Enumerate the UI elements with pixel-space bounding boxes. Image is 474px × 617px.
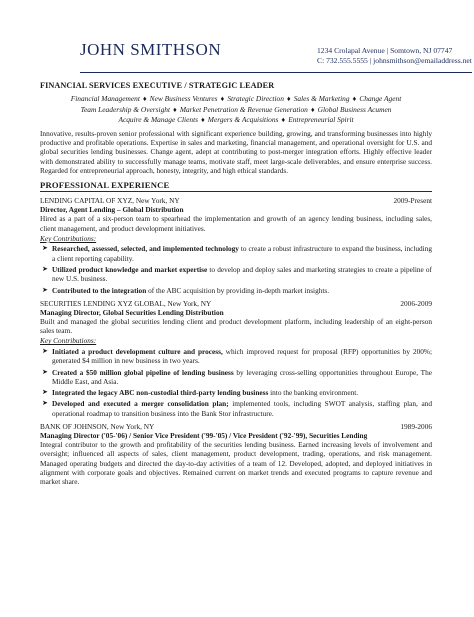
arrow-bullet-icon: ➤ bbox=[42, 399, 48, 408]
job-role: Managing Director, Global Securities Lending Distribution bbox=[40, 307, 224, 317]
contribution-text: to create a robust infrastructure to expand the business, including a client reporting capability. bbox=[52, 244, 432, 263]
job-description: Hired as a part of a six-person team to spearhead the implementation and growth of an agency lending business, including sales, client management, and product development initiatives. bbox=[40, 214, 432, 233]
contribution-item bbox=[40, 244, 432, 263]
skill-item: Mergers & Acquisitions bbox=[207, 115, 279, 125]
contribution-item bbox=[40, 368, 432, 387]
skill-item: Financial Management bbox=[70, 94, 140, 103]
job-header bbox=[40, 196, 432, 205]
arrow-bullet-icon: ➤ bbox=[42, 388, 48, 397]
skill-row bbox=[40, 115, 432, 126]
address: 1234 Crolapal Avenue | Somtown, NJ 07747 bbox=[317, 46, 453, 55]
job-list bbox=[40, 196, 432, 486]
skill-item: Entrepreneurial Spirit bbox=[288, 115, 354, 125]
contribution-item bbox=[40, 399, 432, 418]
profile-summary: Innovative, results-proven senior professional with significant experience building, growing, and transforming businesses into highly productive and profitable operations. Expertise in sales and marketing, financial management, and operational oversight for U.S. and global securities lending businesses. Change agent, adept at contributing to post-merger integration efforts. Highly effective leader with demonstrated ability to successfully manage teams, motivate staff, meet large-scale deliverables, and ensure enterprise success. Regarded for entrepreneurial approach, honesty, integrity, and high ethical standards. bbox=[40, 128, 432, 175]
contribution-lead: Developed and executed a merger consolidation plan; bbox=[52, 399, 229, 409]
skill-item: Change Agent bbox=[359, 94, 402, 103]
diamond-icon: ♦ bbox=[220, 94, 225, 103]
arrow-bullet-icon: ➤ bbox=[42, 367, 48, 376]
job-header bbox=[40, 299, 432, 308]
contribution-text: implemented tools, including SWOT analysis, staffing plan, and operational roadmap to transition business into the Bank Stor infrastructure. bbox=[52, 399, 432, 418]
company-name: LENDING CAPITAL OF XYZ, New York, NY bbox=[40, 196, 180, 206]
job-description: Built and managed the global securities lending client and product development platform, including leadership of an eight-person sales team. bbox=[40, 316, 432, 336]
contribution-lead: Contributed to the integration bbox=[52, 285, 147, 295]
phone-email: C: 732.555.5555 | johnsmithson@emailaddress.net bbox=[317, 56, 472, 65]
arrow-bullet-icon: ➤ bbox=[42, 346, 48, 355]
diamond-icon: ♦ bbox=[310, 104, 315, 114]
contribution-lead: Researched, assessed, selected, and implemented technology bbox=[52, 244, 239, 254]
skill-row bbox=[40, 105, 432, 116]
skills-list bbox=[40, 94, 432, 126]
contribution-item bbox=[40, 286, 432, 295]
key-contributions-label: Key Contributions: bbox=[40, 233, 97, 243]
contribution-text: by leveraging cross-selling opportunities throughout Europe, The Middle East, and Asia. bbox=[52, 367, 432, 386]
company-name: SECURITIES LENDING XYZ GLOBAL, New York, NY bbox=[40, 298, 212, 308]
diamond-icon: ♦ bbox=[286, 94, 291, 103]
arrow-bullet-icon: ➤ bbox=[42, 264, 48, 273]
job-header bbox=[40, 422, 432, 431]
job-dates: 1989-2006 bbox=[400, 422, 432, 432]
resume-header bbox=[40, 0, 472, 72]
skill-item: Acquire & Manage Clients bbox=[118, 115, 199, 125]
contribution-list bbox=[40, 347, 432, 418]
header-rule bbox=[80, 72, 472, 73]
diamond-icon: ♦ bbox=[352, 94, 357, 103]
arrow-bullet-icon: ➤ bbox=[42, 285, 48, 294]
skill-item: Strategic Direction bbox=[227, 94, 284, 103]
skill-item: Sales & Marketing bbox=[293, 94, 350, 103]
contribution-item bbox=[40, 388, 432, 397]
job-entry bbox=[40, 196, 432, 295]
company-name: BANK OF JOHNSON, New York, NY bbox=[40, 422, 155, 432]
job-role: Director, Agent Lending – Global Distribution bbox=[40, 205, 184, 215]
diamond-icon: ♦ bbox=[201, 115, 205, 125]
contribution-lead: Created a $50 million global pipeline of lending business bbox=[52, 367, 234, 377]
diamond-icon: ♦ bbox=[142, 94, 147, 103]
job-dates: 2009-Present bbox=[393, 196, 432, 206]
skill-item: Global Business Acumen bbox=[317, 104, 392, 114]
diamond-icon: ♦ bbox=[173, 104, 177, 114]
job-role: Managing Director ('05-'06) / Senior Vice President ('99-'05) / Vice President ('92-'99), Securities Lending bbox=[40, 431, 368, 441]
skill-item: Team Leadership & Oversight bbox=[80, 104, 171, 114]
experience-heading: PROFESSIONAL EXPERIENCE bbox=[40, 180, 432, 192]
skill-row bbox=[40, 94, 432, 105]
job-entry bbox=[40, 422, 432, 486]
profile-title: FINANCIAL SERVICES EXECUTIVE / STRATEGIC LEADER bbox=[40, 81, 275, 90]
contribution-lead: Integrated the legacy ABC non-custodial third-party lending business bbox=[52, 388, 269, 398]
contact-block bbox=[317, 46, 472, 66]
candidate-name: JOHN SMITHSON bbox=[80, 40, 222, 59]
contribution-item bbox=[40, 265, 432, 284]
job-entry bbox=[40, 299, 432, 418]
contribution-lead: Utilized product knowledge and market expertise bbox=[52, 264, 208, 274]
contribution-text: of the ABC acquisition by providing in-depth market insights. bbox=[146, 285, 330, 295]
contribution-text: into the banking environment. bbox=[268, 388, 359, 398]
skill-item: New Business Ventures bbox=[149, 94, 218, 103]
contribution-lead: Initiated a product development culture and process, bbox=[52, 346, 223, 356]
contribution-text: to develop and deploy sales and marketing strategies to create a pipeline of new U.S. business. bbox=[52, 264, 432, 284]
job-dates: 2006-2009 bbox=[400, 298, 432, 308]
diamond-icon: ♦ bbox=[281, 115, 286, 125]
arrow-bullet-icon: ➤ bbox=[42, 244, 48, 253]
skill-item: Market Penetration & Revenue Generation bbox=[179, 104, 308, 114]
contribution-text: which improved request for proposal (RFP) opportunities by 200%; generated $4 million in new business in two years. bbox=[52, 346, 433, 366]
contribution-list bbox=[40, 244, 432, 294]
job-description: Integral contributor to the growth and profitability of the securities lending business. Earned increasing levels of involvement and oversight; influenced all aspects of sales, client management, product development, trading, operations, and risk management. Managed operating budgets and directed the day-to-day activities of a team of 12. Developed, adopted, and deployed initiatives in alignment with corporate goals and objectives. Remained current on market trends and executed programs to capture revenue and market share. bbox=[40, 440, 432, 487]
key-contributions-label: Key Contributions: bbox=[40, 336, 97, 346]
contribution-item bbox=[40, 347, 432, 366]
